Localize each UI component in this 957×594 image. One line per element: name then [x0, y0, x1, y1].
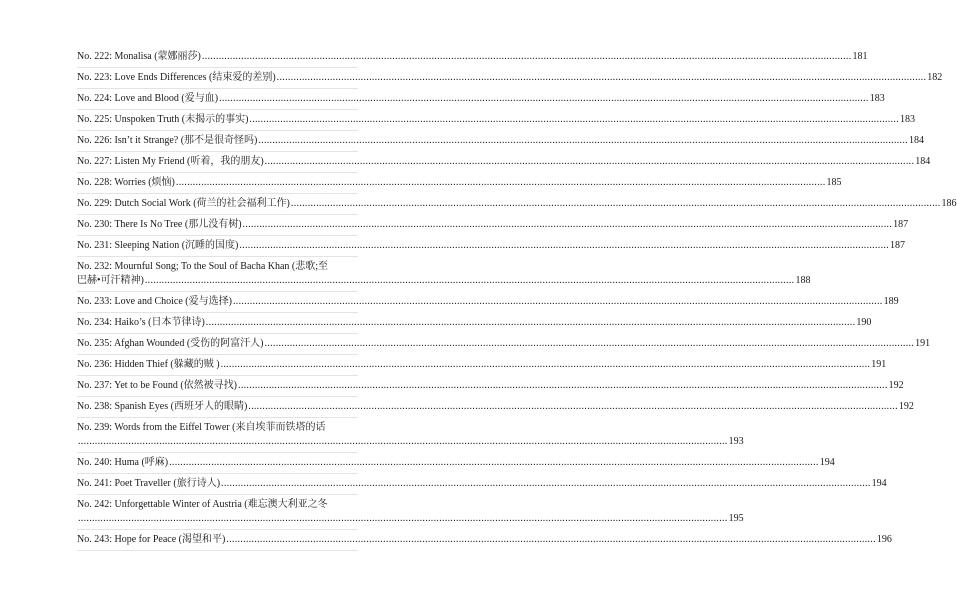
toc-entry-page: 186 — [941, 198, 957, 209]
toc-entry-title: No. 225: Unspoken Truth (未揭示的事实) — [77, 114, 249, 125]
toc-entry[interactable] — [77, 152, 931, 173]
dot-leader — [277, 71, 927, 85]
toc-entry[interactable] — [77, 173, 842, 194]
dot-leader — [78, 512, 728, 526]
toc-entry-title: No. 231: Sleeping Nation (沉睡的国度) — [77, 240, 239, 251]
toc-entry-title: No. 241: Poet Traveller (旅行诗人) — [77, 478, 221, 489]
toc-entry-title: No. 229: Dutch Social Work (荷兰的社会福利工作) — [77, 198, 290, 209]
dot-leader — [248, 400, 898, 414]
toc-entry-page: 183 — [869, 93, 885, 104]
toc-entry[interactable] — [77, 334, 931, 355]
toc-entry[interactable] — [77, 257, 811, 292]
toc-entry-page: 189 — [883, 296, 899, 307]
toc-entry-page: 188 — [795, 275, 811, 286]
dot-leader — [249, 113, 899, 127]
toc-entry[interactable] — [77, 495, 744, 530]
toc-entry-title-line1: No. 239: Words from the Eiffel Tower (来自埃菲而铁塔的话 — [77, 422, 326, 433]
toc-entry-page: 192 — [898, 401, 914, 412]
dot-leader — [206, 316, 856, 330]
toc-entry-page: 191 — [915, 338, 931, 349]
dot-leader — [238, 379, 888, 393]
toc-entry-title: No. 224: Love and Blood (爱与血) — [77, 93, 219, 104]
toc-entry-page: 194 — [871, 478, 887, 489]
toc-entry-title: No. 223: Love Ends Differences (结束爱的差别) — [77, 72, 276, 83]
toc-entry-title-line2: 巴赫•可汗精神) — [77, 275, 144, 286]
toc-entry-title: No. 226: Isn’t it Strange? (那不是很奇怪吗) — [77, 135, 258, 146]
toc-entry-page: 190 — [856, 317, 872, 328]
toc-entry-page: 181 — [852, 51, 868, 62]
toc-entry-title: No. 236: Hidden Thief (躲藏的贼 ) — [77, 359, 220, 370]
dot-leader — [202, 50, 852, 64]
toc-entry[interactable] — [77, 313, 872, 334]
toc-entry-page: 183 — [900, 114, 916, 125]
toc-entry[interactable] — [77, 215, 909, 236]
toc-entry[interactable] — [77, 131, 924, 152]
toc-entry[interactable] — [77, 376, 904, 397]
toc-entry-title: No. 234: Haiko’s (日本节律诗) — [77, 317, 205, 328]
dot-leader — [176, 176, 826, 190]
toc-entry-title: No. 233: Love and Choice (爱与选择) — [77, 296, 232, 307]
dot-leader — [233, 295, 883, 309]
toc-entry-title: No. 238: Spanish Eyes (西班牙人的眼睛) — [77, 401, 248, 412]
toc-entry-title-line1: No. 232: Mournful Song; To the Soul of Bacha Khan (悲歌;至 — [77, 261, 329, 272]
toc-entry-page: 194 — [819, 457, 835, 468]
toc-entry-page: 187 — [889, 240, 905, 251]
toc-entry-page: 195 — [728, 513, 744, 524]
toc-entry[interactable] — [77, 236, 905, 257]
dot-leader — [265, 155, 915, 169]
toc-entry[interactable] — [77, 355, 887, 376]
toc-entry-title: No. 222: Monalisa (蒙娜丽莎) — [77, 51, 201, 62]
toc-entry[interactable] — [77, 530, 892, 551]
toc-entry[interactable] — [77, 194, 957, 215]
toc-entry-title: No. 235: Afghan Wounded (受伤的阿富汗人) — [77, 338, 264, 349]
toc-entry-title: No. 240: Huma (呼麻) — [77, 457, 169, 468]
toc-entry-page: 192 — [888, 380, 904, 391]
toc-entry-title: No. 227: Listen My Friend (听着，我的朋友) — [77, 156, 264, 167]
dot-leader — [291, 197, 941, 211]
toc-entry-page: 187 — [893, 219, 909, 230]
toc-entry-page: 182 — [927, 72, 943, 83]
toc-entry[interactable] — [77, 453, 835, 474]
toc-entry-page: 196 — [876, 534, 892, 545]
toc-entry-page: 193 — [728, 436, 744, 447]
dot-leader — [145, 274, 795, 288]
dot-leader — [239, 239, 889, 253]
table-of-contents — [77, 47, 957, 551]
toc-entry-title-line1: No. 242: Unforgettable Winter of Austria (难忘澳大利亚之冬 — [77, 499, 328, 510]
toc-entry-title: No. 230: There Is No Tree (那儿没有树) — [77, 219, 242, 230]
dot-leader — [265, 337, 915, 351]
toc-entry-page: 184 — [915, 156, 931, 167]
toc-entry-page: 185 — [826, 177, 842, 188]
toc-entry[interactable] — [77, 110, 916, 131]
toc-entry[interactable] — [77, 418, 744, 453]
dot-leader — [226, 533, 876, 547]
toc-entry-page: 191 — [871, 359, 887, 370]
dot-leader — [221, 358, 871, 372]
dot-leader — [78, 435, 728, 449]
toc-entry[interactable] — [77, 292, 899, 313]
toc-entry[interactable] — [77, 397, 914, 418]
toc-entry[interactable] — [77, 89, 885, 110]
toc-entry-title: No. 243: Hope for Peace (渴望和平) — [77, 534, 226, 545]
dot-leader — [169, 456, 819, 470]
toc-entry-page: 184 — [908, 135, 924, 146]
dot-leader — [258, 134, 908, 148]
dot-leader — [221, 477, 871, 491]
dot-leader — [243, 218, 893, 232]
toc-entry[interactable] — [77, 474, 887, 495]
toc-entry-title: No. 237: Yet to be Found (依然被寻找) — [77, 380, 238, 391]
toc-entry[interactable] — [77, 47, 868, 68]
toc-entry-title: No. 228: Worries (烦恼) — [77, 177, 175, 188]
toc-entry[interactable] — [77, 68, 943, 89]
dot-leader — [219, 92, 869, 106]
